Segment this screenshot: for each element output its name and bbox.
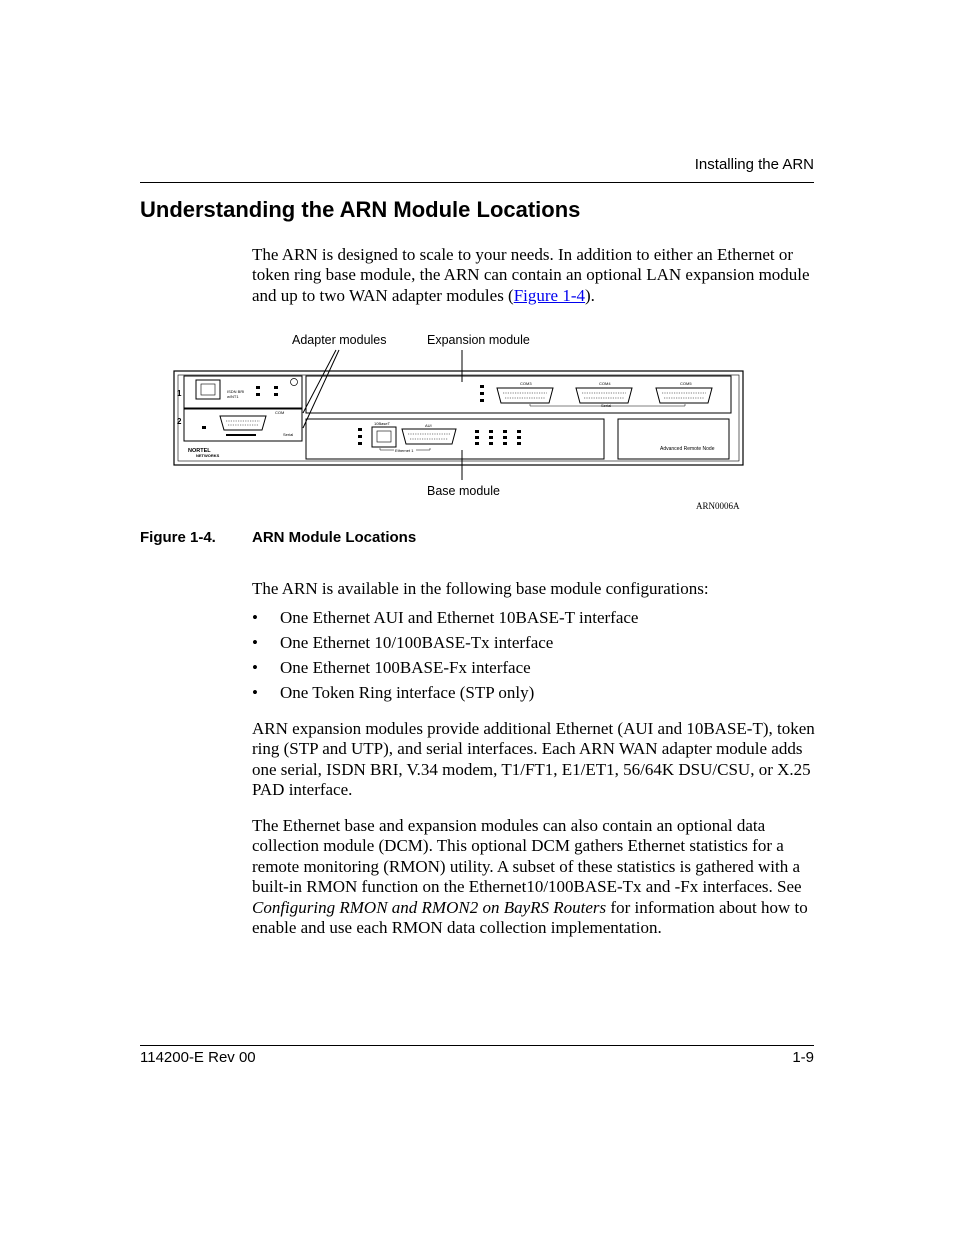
header-rule: [140, 182, 814, 183]
isdn-label-2: w/NT1: [227, 394, 239, 399]
arn-chassis-illustration: [140, 330, 814, 515]
footer-doc-number: 114200-E Rev 00: [140, 1049, 256, 1066]
aui-label: AUI: [425, 423, 432, 428]
bullet: •: [252, 683, 258, 702]
10baset-label: 10BaseT: [374, 421, 391, 426]
serial-label-left: Serial: [283, 432, 294, 437]
list-item: • One Token Ring interface (STP only): [252, 683, 535, 702]
figure-link[interactable]: Figure 1-4: [513, 285, 586, 305]
thumbscrew-1: [291, 379, 298, 386]
intro-paragraph: [252, 245, 817, 306]
serial-db-connector: [220, 416, 266, 430]
list-item: • One Ethernet 10/100BASE-Tx interface: [252, 633, 554, 652]
com5-connector: [656, 388, 712, 403]
figure-caption-number: Figure 1-4.: [140, 529, 216, 546]
footer-page-number: 1-9: [792, 1049, 814, 1066]
com4-label: COM4: [599, 381, 611, 386]
base-module-callout: Base module: [427, 484, 500, 498]
com3-label: COM3: [520, 381, 532, 386]
isdn-label-1: ISDN BRI: [227, 389, 245, 394]
bullet: •: [252, 633, 258, 652]
running-head: Installing the ARN: [694, 156, 814, 173]
footer-rule: [140, 1045, 814, 1046]
dcm-text-before: The Ethernet base and expansion modules can also contain an optional data collection module (DCM). This optional DCM gathers Ethernet statistics for a remote monitoring (RMON) utility. A subset of these statistics is gathered with a built-in RMON function on the Ethernet10/100BASE-Tx and -Fx interfaces. See: [252, 816, 802, 897]
list-item: • One Ethernet AUI and Ethernet 10BASE-T interface: [252, 608, 639, 627]
list-item: • One Ethernet 100BASE-Fx interface: [252, 658, 531, 677]
com4-connector: [576, 388, 632, 403]
serial-label-right: Serial: [601, 403, 612, 408]
10baset-port: [372, 427, 396, 447]
com3-connector: [497, 388, 553, 403]
isdn-port: [196, 380, 220, 399]
dcm-text-after: for information about how to enable and use each RMON data collection implementation.: [252, 897, 808, 938]
intro-text-after: ).: [585, 285, 595, 305]
adapter-modules-callout: Adapter modules: [292, 333, 387, 347]
com-label-left: COM: [275, 410, 285, 415]
brand-logo-top: NORTEL: [188, 448, 211, 454]
chassis-inner: [178, 375, 739, 461]
expansion-modules-paragraph: ARN expansion modules provide additional Ethernet (AUI and 10BASE-T), token ring (STP and UTP), and serial interfaces. Each ARN WAN adapter module adds one serial, ISDN BRI, V.34 modem, T1/FT1, E1/ET1, 56/64K DSU/CSU, or X.25 PAD interface.: [252, 719, 815, 800]
slot-2-number: 2: [177, 417, 182, 426]
ethernet1-label: Ethernet 1: [395, 448, 414, 453]
figure-caption: [140, 529, 416, 546]
com5-label: COM5: [680, 381, 692, 386]
product-name: Advanced Remote Node: [660, 446, 715, 452]
rmon-manual-title: Configuring RMON and RMON2 on BayRS Routers: [252, 897, 607, 917]
figure-caption-title: ARN Module Locations: [252, 529, 417, 546]
adapter-leader-2: [303, 350, 339, 428]
bullet: •: [252, 608, 258, 627]
nameplate: [618, 419, 729, 459]
dcm-paragraph: [252, 816, 817, 938]
intro-text-before: The ARN is designed to scale to your needs. In addition to either an Ethernet or token ring base module, the ARN can contain an optional LAN expansion module and up to two WAN adapter modules (: [252, 245, 810, 305]
aui-connector: [402, 429, 456, 444]
figure-id: ARN0006A: [696, 501, 740, 511]
brand-logo-bottom: NETWORKS: [196, 453, 220, 458]
slot-1-number: 1: [177, 389, 182, 398]
base-module: [306, 419, 604, 459]
arn-module-figure: [140, 330, 814, 515]
config-list: [252, 608, 817, 708]
adapter-leader-1: [303, 350, 336, 413]
expansion-module-callout: Expansion module: [427, 333, 530, 347]
base-status-leds: [475, 430, 521, 445]
bullet: •: [252, 658, 258, 677]
page-title: Understanding the ARN Module Locations: [140, 197, 581, 222]
config-lead-paragraph: The ARN is available in the following base module configurations:: [252, 579, 709, 598]
expansion-module: [306, 376, 731, 413]
chassis-outer: [174, 371, 743, 465]
